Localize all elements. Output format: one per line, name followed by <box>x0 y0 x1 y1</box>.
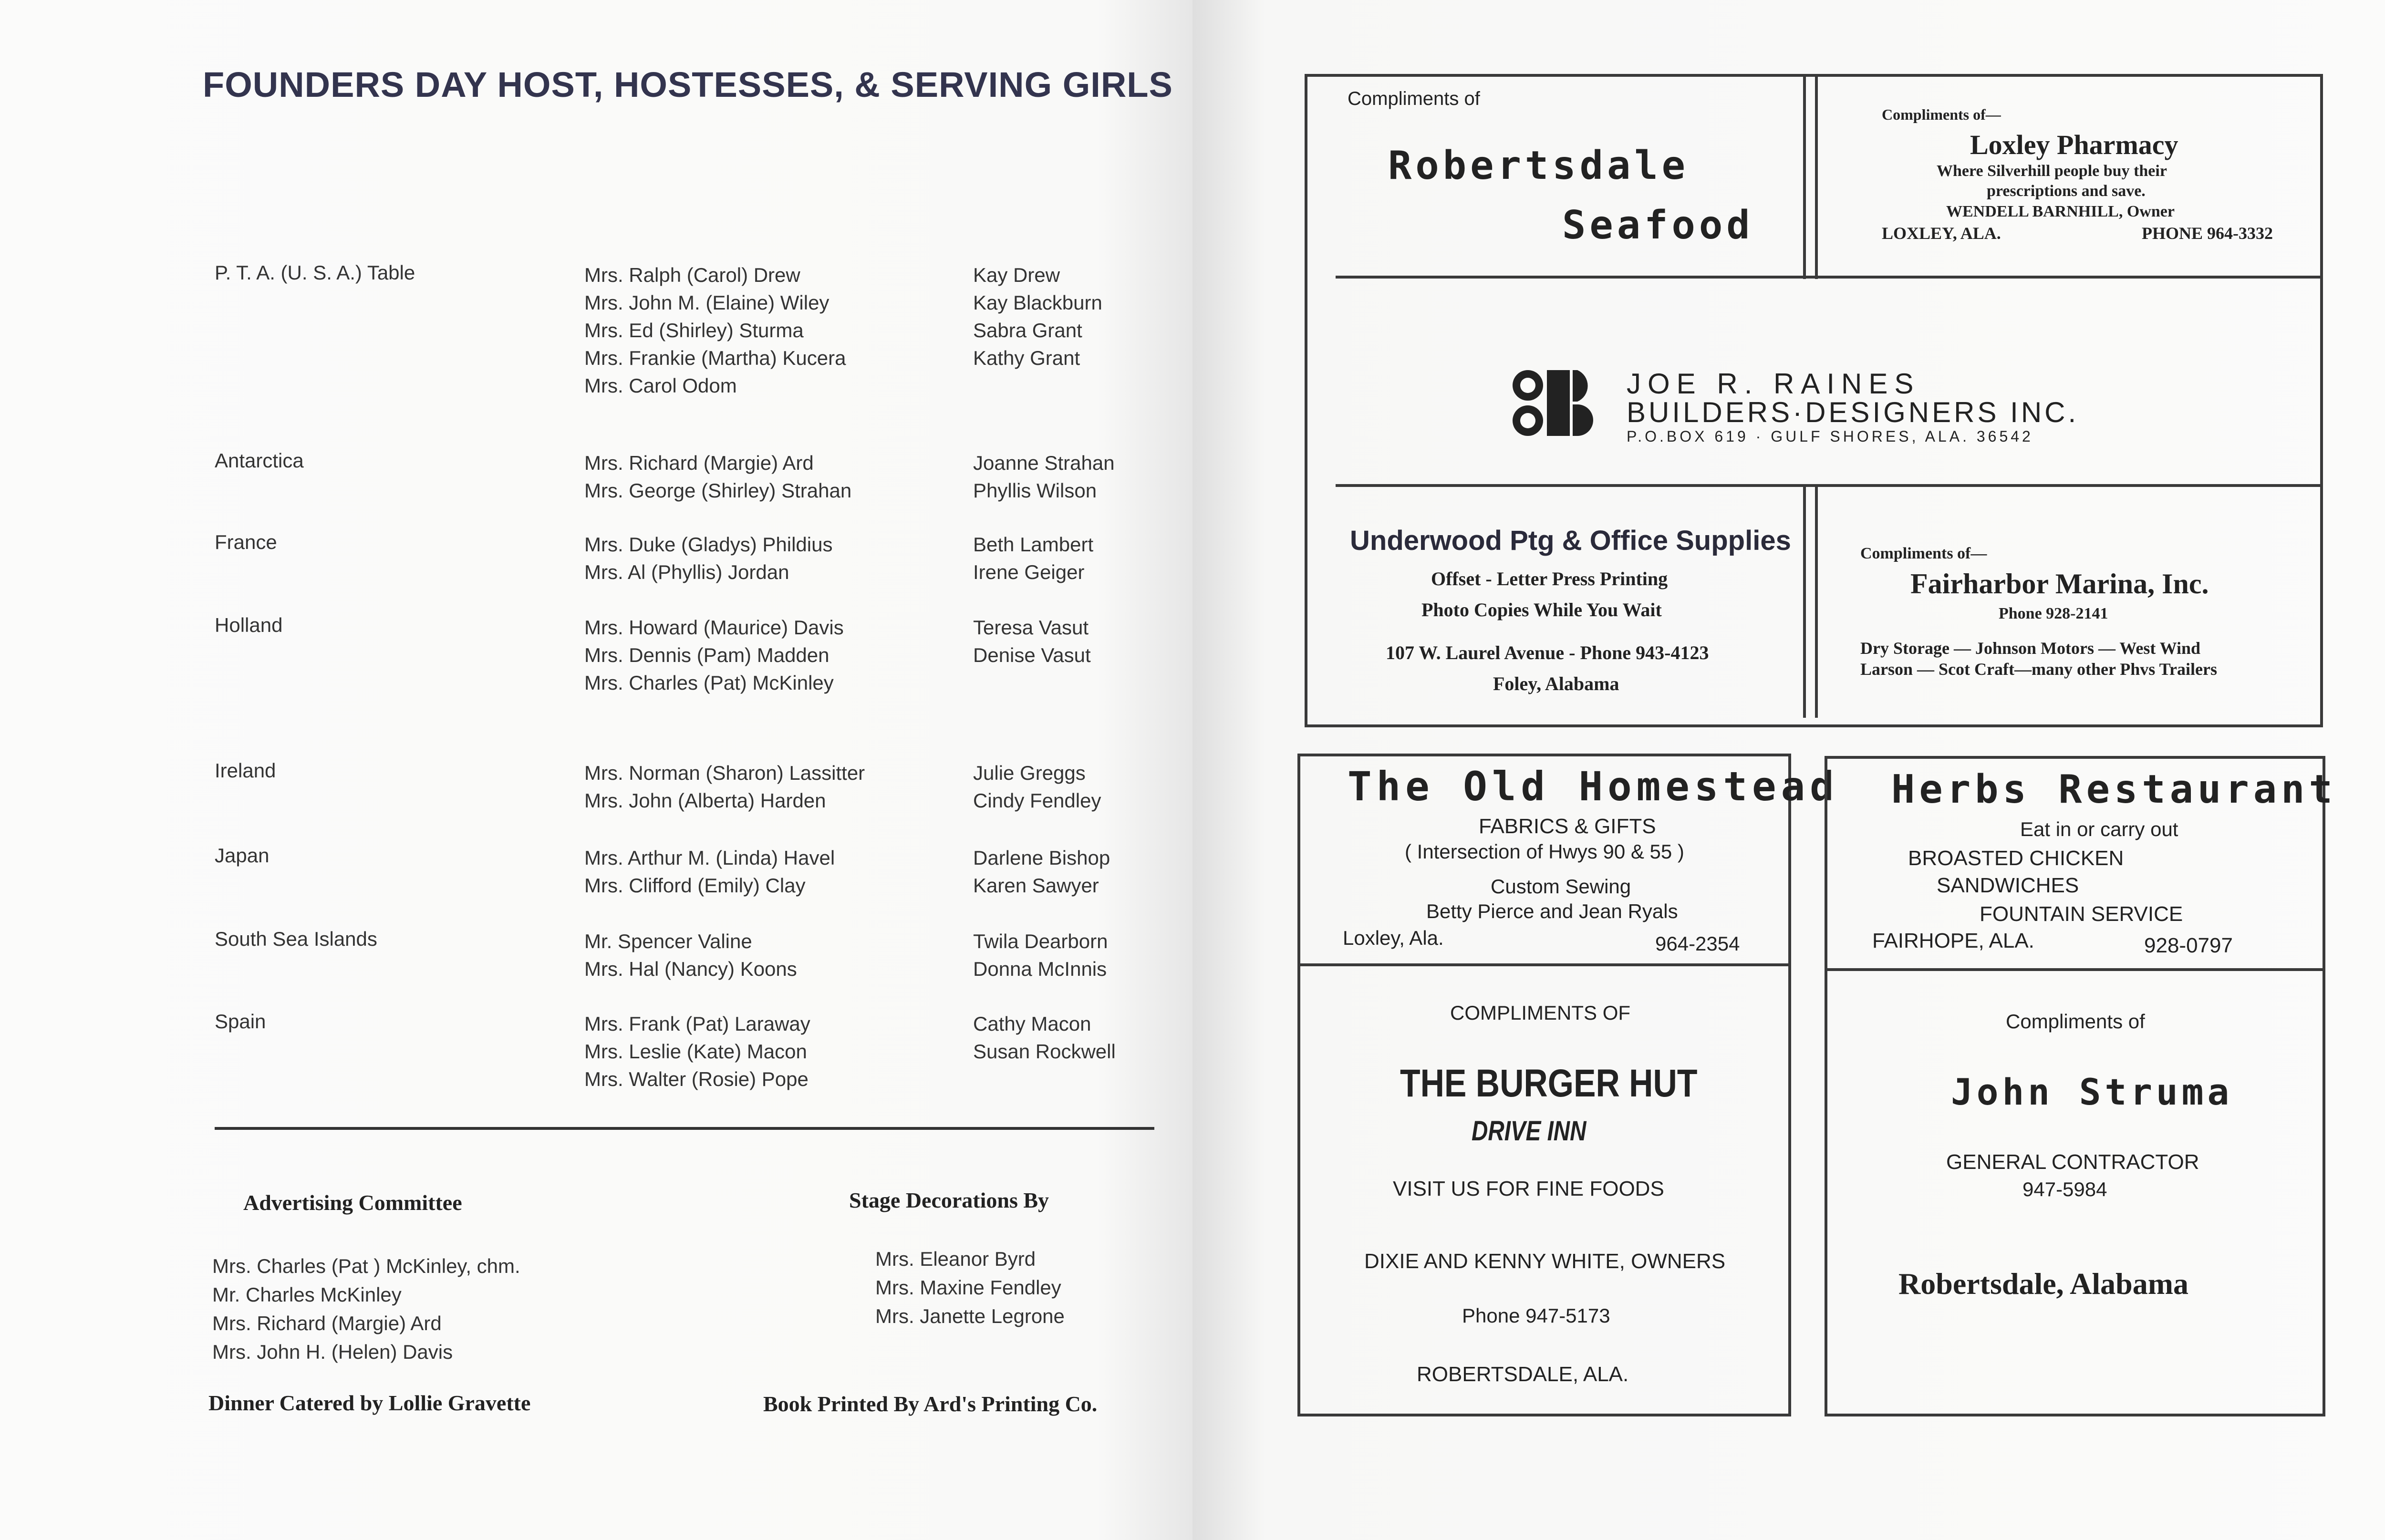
struma-phone: 947-5984 <box>2022 1178 2107 1200</box>
list-item: Mrs. Richard (Margie) Ard <box>212 1312 442 1334</box>
serving-girls-list <box>973 531 1093 586</box>
homestead-line-1: FABRICS & GIFTS <box>1479 815 1656 838</box>
serving-girl-name: Cathy Macon <box>973 1013 1091 1035</box>
struma-name: John Struma <box>1951 1071 2233 1113</box>
table-name: France <box>215 531 277 553</box>
stage-list <box>875 1245 1065 1331</box>
herbs-line-3: SANDWICHES <box>1937 874 2079 897</box>
fairharbor-compliments: Compliments of— <box>1860 545 1987 562</box>
hosts-list <box>584 844 835 899</box>
hosts-list <box>584 614 844 697</box>
host-name: Mrs. Frankie (Martha) Kucera <box>584 347 846 369</box>
herbs-line-2: BROASTED CHICKEN <box>1908 847 2124 870</box>
serving-girl-name: Irene Geiger <box>973 561 1085 583</box>
raines-address: P.O.BOX 619 · GULF SHORES, ALA. 36542 <box>1627 428 2033 445</box>
burger-name: THE BURGER HUT <box>1400 1062 1698 1105</box>
hosts-list <box>584 531 832 586</box>
host-name: Mrs. Carol Odom <box>584 374 737 397</box>
seafood-name-2: Seafood <box>1562 203 1754 248</box>
stage-heading: Stage Decorations By <box>849 1188 1049 1212</box>
host-name: Mr. Spencer Valine <box>584 930 752 952</box>
divider <box>1815 486 1818 718</box>
table-name: Antarctica <box>215 449 304 472</box>
host-name: Mrs. Hal (Nancy) Koons <box>584 958 797 980</box>
seafood-compliments: Compliments of <box>1348 88 1480 109</box>
divider <box>1336 276 2323 279</box>
host-name: Mrs. Ed (Shirley) Sturma <box>584 319 804 341</box>
serving-girls-list <box>973 928 1108 983</box>
host-name: Mrs. Arthur M. (Linda) Havel <box>584 847 835 869</box>
host-name: Mrs. Norman (Sharon) Lassitter <box>584 762 865 784</box>
hosts-list <box>584 261 846 400</box>
divider <box>215 1127 1154 1130</box>
host-name: Mrs. Clifford (Emily) Clay <box>584 874 806 897</box>
serving-girl-name: Susan Rockwell <box>973 1040 1116 1063</box>
seafood-name-1: Robertsdale <box>1388 143 1690 188</box>
struma-city: Robertsdale, Alabama <box>1898 1267 2188 1301</box>
host-name: Mrs. Al (Phyllis) Jordan <box>584 561 789 583</box>
serving-girl-name: Julie Greggs <box>973 762 1086 784</box>
burger-line-1: VISIT US FOR FINE FOODS <box>1393 1177 1664 1200</box>
hosts-list <box>584 759 865 815</box>
hosts-list <box>584 449 851 505</box>
fairharbor-phone: Phone 928-2141 <box>1999 605 2108 622</box>
divider <box>1803 74 1806 279</box>
herbs-phone: 928-0797 <box>2144 934 2233 957</box>
underwood-line-2: Photo Copies While You Wait <box>1421 599 1662 620</box>
homestead-line-4: Betty Pierce and Jean Ryals <box>1426 900 1678 922</box>
serving-girl-name: Beth Lambert <box>973 533 1094 556</box>
serving-girl-name: Denise Vasut <box>973 644 1091 666</box>
divider <box>1815 74 1818 279</box>
herbs-line-4: FOUNTAIN SERVICE <box>1980 902 2183 926</box>
serving-girl-name: Kathy Grant <box>973 347 1080 369</box>
list-item: Mrs. Eleanor Byrd <box>875 1248 1036 1270</box>
serving-girl-name: Teresa Vasut <box>973 616 1089 639</box>
list-item: Mrs. Maxine Fendley <box>875 1276 1061 1299</box>
serving-girl-name: Karen Sawyer <box>973 874 1099 897</box>
homestead-city: Loxley, Ala. <box>1343 927 1444 949</box>
table-name: P. T. A. (U. S. A.) Table <box>215 261 415 284</box>
host-name: Mrs. Charles (Pat) McKinley <box>584 672 834 694</box>
host-name: Mrs. George (Shirley) Strahan <box>584 479 852 502</box>
table-name: Ireland <box>215 759 276 782</box>
serving-girls-list <box>973 1010 1116 1065</box>
pharmacy-city: LOXLEY, ALA. <box>1882 224 2001 243</box>
burger-phone: Phone 947-5173 <box>1462 1304 1610 1327</box>
underwood-name: Underwood Ptg & Office Supplies <box>1350 525 1791 556</box>
advertising-heading: Advertising Committee <box>243 1190 462 1215</box>
serving-girl-name: Joanne Strahan <box>973 452 1115 474</box>
serving-girls-list <box>973 449 1115 505</box>
homestead-phone: 964-2354 <box>1655 932 1740 955</box>
host-name: Mrs. Walter (Rosie) Pope <box>584 1068 809 1090</box>
host-name: Mrs. Frank (Pat) Laraway <box>584 1013 810 1035</box>
host-name: Mrs. Ralph (Carol) Drew <box>584 264 800 286</box>
list-item: Mrs. Janette Legrone <box>875 1305 1065 1327</box>
serving-girl-name: Kay Blackburn <box>973 291 1102 314</box>
host-name: Mrs. Dennis (Pam) Madden <box>584 644 830 666</box>
burger-sub: DRIVE INN <box>1472 1116 1587 1147</box>
underwood-address: 107 W. Laurel Avenue - Phone 943-4123 <box>1386 642 1709 663</box>
herbs-name: Herbs Restaurant <box>1891 767 2337 812</box>
serving-girls-list <box>973 844 1110 899</box>
list-item: Mrs. Charles (Pat ) McKinley, chm. <box>212 1255 520 1277</box>
serving-girl-name: Phyllis Wilson <box>973 479 1097 502</box>
fairharbor-line-1: Dry Storage — Johnson Motors — West Wind <box>1860 639 2201 658</box>
herbs-city: FAIRHOPE, ALA. <box>1872 929 2034 952</box>
right-page <box>1192 0 2385 1540</box>
hosts-list <box>584 928 797 983</box>
serving-girl-name: Sabra Grant <box>973 319 1082 341</box>
burger-city: ROBERTSDALE, ALA. <box>1417 1363 1629 1386</box>
serving-girls-list <box>973 614 1091 669</box>
page-title: FOUNDERS DAY HOST, HOSTESSES, & SERVING GIRLS <box>203 65 1173 104</box>
underwood-line-1: Offset - Letter Press Printing <box>1431 568 1668 589</box>
hosts-list <box>584 1010 810 1093</box>
divider <box>1825 968 2325 971</box>
catered-by: Dinner Catered by Lollie Gravette <box>208 1391 531 1415</box>
burger-compliments: COMPLIMENTS OF <box>1450 1002 1631 1024</box>
pharmacy-phone: PHONE 964-3332 <box>2142 224 2273 243</box>
printed-by: Book Printed By Ard's Printing Co. <box>763 1392 1098 1416</box>
struma-compliments: Compliments of <box>2006 1010 2145 1033</box>
homestead-name: The Old Homestead <box>1348 763 1839 810</box>
raines-company: BUILDERS·DESIGNERS INC. <box>1627 396 2079 428</box>
pharmacy-line-2: prescriptions and save. <box>1987 182 2146 200</box>
struma-line-1: GENERAL CONTRACTOR <box>1946 1150 2199 1174</box>
serving-girl-name: Kay Drew <box>973 264 1060 286</box>
burger-owners: DIXIE AND KENNY WHITE, OWNERS <box>1364 1250 1726 1273</box>
fairharbor-name: Fairharbor Marina, Inc. <box>1910 568 2209 599</box>
pharmacy-name: Loxley Pharmacy <box>1970 129 2178 160</box>
advertising-list <box>212 1252 520 1366</box>
serving-girl-name: Donna McInnis <box>973 958 1107 980</box>
host-name: Mrs. John (Alberta) Harden <box>584 789 826 812</box>
serving-girls-list <box>973 759 1101 815</box>
pharmacy-owner: WENDELL BARNHILL, Owner <box>1946 203 2175 220</box>
serving-girl-name: Twila Dearborn <box>973 930 1108 952</box>
host-name: Mrs. Richard (Margie) Ard <box>584 452 814 474</box>
table-name: Japan <box>215 844 270 867</box>
host-name: Mrs. John M. (Elaine) Wiley <box>584 291 830 314</box>
pharmacy-compliments: Compliments of— <box>1882 106 2001 123</box>
underwood-city: Foley, Alabama <box>1493 673 1619 694</box>
homestead-line-3: Custom Sewing <box>1491 875 1631 898</box>
herbs-line-1: Eat in or carry out <box>2020 818 2178 840</box>
host-name: Mrs. Leslie (Kate) Macon <box>584 1040 807 1063</box>
table-name: Holland <box>215 614 283 636</box>
raines-name: JOE R. RAINES <box>1627 368 1920 400</box>
list-item: Mrs. John H. (Helen) Davis <box>212 1341 453 1363</box>
host-name: Mrs. Duke (Gladys) Phildius <box>584 533 833 556</box>
divider <box>1297 963 1791 966</box>
homestead-line-2: ( Intersection of Hwys 90 & 55 ) <box>1405 840 1684 863</box>
table-name: South Sea Islands <box>215 928 377 950</box>
pharmacy-line-1: Where Silverhill people buy their <box>1937 162 2167 180</box>
host-name: Mrs. Howard (Maurice) Davis <box>584 616 844 639</box>
serving-girl-name: Cindy Fendley <box>973 789 1101 812</box>
serving-girls-list <box>973 261 1102 372</box>
raines-logo-icon <box>1510 367 1596 439</box>
divider <box>1336 484 2323 487</box>
divider <box>1803 486 1806 718</box>
left-page <box>0 0 1192 1540</box>
serving-girl-name: Darlene Bishop <box>973 847 1110 869</box>
list-item: Mr. Charles McKinley <box>212 1283 402 1306</box>
table-name: Spain <box>215 1010 266 1033</box>
fairharbor-line-2: Larson — Scot Craft—many other Phvs Trailers <box>1860 660 2217 679</box>
